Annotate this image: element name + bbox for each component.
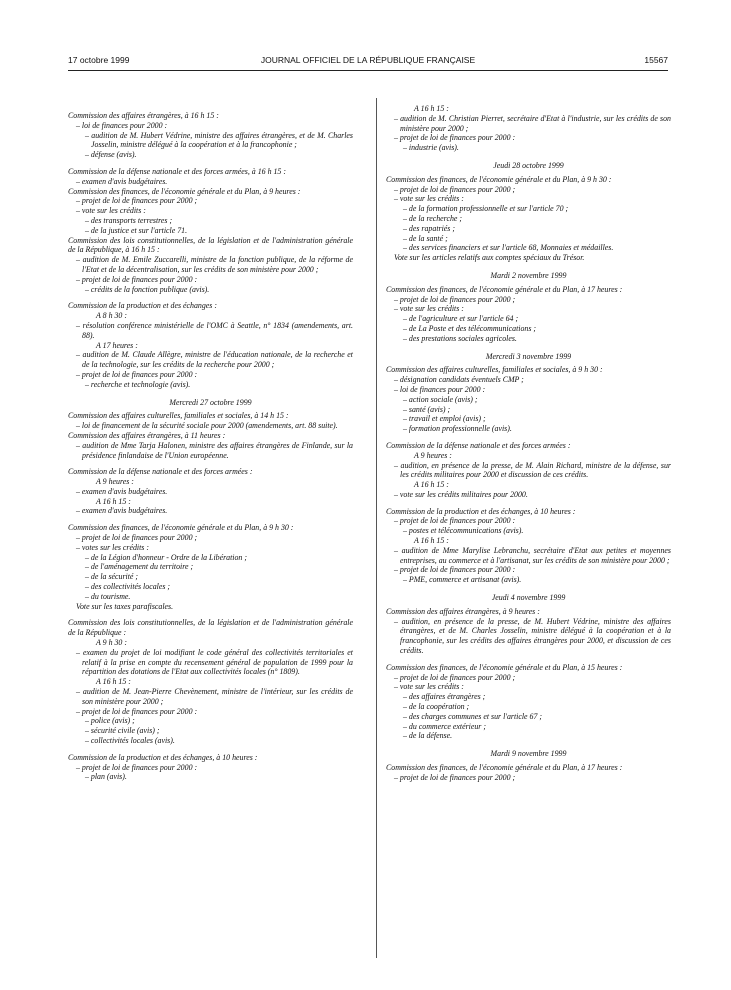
agenda-item: – audition, en présence de la presse, de M. Hubert Védrine, ministre des affaires étrangères, et de M. Charles Josselin, ministre délégué à la coopération et à la francophonie, sur les crédits des affaires étrangères pour 2000, et discussion de ces crédits. xyxy=(394,616,671,656)
agenda-subitem: – crédits de la fonction publique (avis). xyxy=(85,284,210,294)
date-heading: Mercredi 3 novembre 1999 xyxy=(485,351,572,361)
committee-heading: Commission de la défense nationale et des forces armées, à 16 h 15 : xyxy=(68,166,286,176)
header-rule xyxy=(68,70,668,71)
time-line: A 17 heures : xyxy=(96,340,138,350)
committee-heading: Commission de la défense nationale et des forces armées : xyxy=(68,467,253,477)
agenda-subitem: – plan (avis). xyxy=(85,772,127,782)
agenda-item: – audition de M. Emile Zuccarelli, ministre de la fonction publique, de la réforme de l'Etat et de la décentralisation, sur les crédits de son ministère pour 2000 ; xyxy=(76,255,353,274)
time-line: A 9 heures : xyxy=(414,450,452,460)
time-line: A 8 h 30 : xyxy=(96,311,127,321)
committee-heading: Commission de la défense nationale et des forces armées : xyxy=(386,440,571,450)
time-line: A 9 heures : xyxy=(96,477,134,487)
agenda-subitem: – postes et télécommunications (avis). xyxy=(403,526,524,536)
date-heading: Jeudi 4 novembre 1999 xyxy=(491,593,566,603)
agenda-subitem: – de la coopération ; xyxy=(403,702,470,712)
committee-heading: Commission des finances, de l'économie générale et du Plan, à 15 heures : xyxy=(386,662,623,672)
agenda-subitem: – de la Légion d'honneur - Ordre de la Libération ; xyxy=(85,552,247,562)
agenda-subitem: – de La Poste et des télécommunications ; xyxy=(403,323,537,333)
agenda-item: – projet de loi de finances pour 2000 : xyxy=(76,274,198,284)
agenda-item: – projet de loi de finances pour 2000 ; xyxy=(76,196,198,206)
agenda-subitem: – formation professionnelle (avis). xyxy=(403,424,512,434)
agenda-subitem: – audition de M. Hubert Védrine, ministre des affaires étrangères, et de M. Charles Josselin, ministre délégué à la coopération et à la francophonie ; xyxy=(85,130,353,150)
agenda-item: – projet de loi de finances pour 2000 ; xyxy=(76,533,198,543)
agenda-subitem: – des rapatriés ; xyxy=(403,223,455,233)
agenda-subitem: – police (avis) ; xyxy=(85,716,135,726)
committee-heading: Commission des finances, de l'économie générale et du Plan, à 9 heures : xyxy=(68,186,301,196)
agenda-subitem: – collectivités locales (avis). xyxy=(85,736,175,746)
agenda-item: – loi de finances pour 2000 : xyxy=(394,384,486,394)
agenda-subitem: – de la formation professionnelle et sur l'article 70 ; xyxy=(403,204,569,214)
committee-heading: Commission des finances, de l'économie générale et du Plan, à 9 h 30 : xyxy=(68,523,294,533)
right-column xyxy=(386,104,671,783)
agenda-item: – désignation candidats éventuels CMP ; xyxy=(394,375,524,385)
agenda-item: – examen d'avis budgétaires. xyxy=(76,176,168,186)
agenda-item: – projet de loi de finances pour 2000 ; xyxy=(394,772,516,782)
agenda-subitem: – de la sécurité ; xyxy=(85,572,139,582)
agenda-item: – loi de financement de la sécurité sociale pour 2000 (amendements, art. 88 suite). xyxy=(76,421,338,431)
agenda-subitem: – PME, commerce et artisanat (avis). xyxy=(403,575,522,585)
agenda-item: – projet de loi de finances pour 2000 ; xyxy=(394,184,516,194)
date-heading: Mardi 9 novembre 1999 xyxy=(490,749,567,759)
agenda-subitem: – des affaires étrangères ; xyxy=(403,692,486,702)
left-column xyxy=(68,104,353,782)
committee-heading: Commission des affaires étrangères, à 11 heures : xyxy=(68,430,226,440)
agenda-item: – audition de Mme Marylise Lebranchu, secrétaire d'Etat aux petites et moyennes entreprises, au commerce et à l'artisanat, sur les crédits de son ministère pour 2000 ; xyxy=(394,545,671,565)
agenda-item: – audition, en présence de la presse, de M. Alain Richard, ministre de la défense, sur les crédits militaires pour 2000 et discussion de ces crédits. xyxy=(394,460,671,480)
agenda-subitem: – de l'agriculture et sur l'article 64 ; xyxy=(403,314,519,324)
agenda-subitem: – de la santé ; xyxy=(403,233,448,243)
agenda-item: – audition de M. Christian Pierret, secrétaire d'Etat à l'industrie, sur les crédits de son ministère pour 2000 ; xyxy=(394,113,671,133)
agenda-subitem: – de la justice et sur l'article 71. xyxy=(85,225,188,235)
header-page-number: 15567 xyxy=(644,55,668,65)
time-line: A 16 h 15 : xyxy=(414,536,449,546)
agenda-item: – vote sur les crédits : xyxy=(394,194,464,204)
committee-heading: Commission de la production et des échanges, à 10 heures : xyxy=(386,506,576,516)
time-line: A 16 h 15 : xyxy=(96,496,131,506)
agenda-item: – loi de finances pour 2000 : xyxy=(76,120,168,130)
agenda-subitem: – du tourisme. xyxy=(85,591,131,601)
agenda-item: – vote sur les crédits militaires pour 2000. xyxy=(394,489,528,499)
date-heading: Jeudi 28 octobre 1999 xyxy=(493,160,564,170)
agenda-item: – projet de loi de finances pour 2000 : xyxy=(76,706,198,716)
agenda-subitem: – action sociale (avis) ; xyxy=(403,394,478,404)
committee-heading: Commission des lois constitutionnelles, de la législation et de l'administration générale de la République, à 16 h 15 : xyxy=(68,235,353,255)
committee-heading: Commission des affaires étrangères, à 9 heures : xyxy=(386,606,540,616)
agenda-item: – audition de Mme Tarja Halonen, ministre des affaires étrangères de Finlande, sur la présidence finlandaise de l'Union européenne. xyxy=(76,440,353,460)
agenda-subitem: – des charges communes et sur l'article 67 ; xyxy=(403,711,543,721)
agenda-item: – projet de loi de finances pour 2000 : xyxy=(76,762,198,772)
agenda-item: – vote sur les crédits : xyxy=(394,304,464,314)
agenda-item: – projet de loi de finances pour 2000 : xyxy=(394,516,516,526)
committee-heading: Commission des lois constitutionnelles, de la législation et de l'administration générale de la République : xyxy=(68,618,353,638)
agenda-subitem: – des transports terrestres ; xyxy=(85,215,173,225)
committee-heading: Commission des finances, de l'économie générale et du Plan, à 9 h 30 : xyxy=(386,174,612,184)
committee-heading: Commission des affaires culturelles, familiales et sociales, à 14 h 15 : xyxy=(68,411,289,421)
agenda-item: – votes sur les crédits : xyxy=(76,542,149,552)
agenda-item: – vote sur les crédits : xyxy=(76,206,146,216)
agenda-subitem: – industrie (avis). xyxy=(403,143,459,153)
committee-heading: Commission des affaires culturelles, familiales et sociales, à 9 h 30 : xyxy=(386,365,603,375)
agenda-item: – projet de loi de finances pour 2000 : xyxy=(394,565,516,575)
agenda-item: – examen d'avis budgétaires. xyxy=(76,486,168,496)
agenda-subitem: – de la recherche ; xyxy=(403,213,463,223)
agenda-subitem: – de la défense. xyxy=(403,731,453,741)
time-line: A 16 h 15 : xyxy=(414,104,449,113)
agenda-item: – examen d'avis budgétaires. xyxy=(76,506,168,516)
agenda-item: – vote sur les crédits : xyxy=(394,682,464,692)
time-line: A 9 h 30 : xyxy=(96,638,127,648)
time-line: A 16 h 15 : xyxy=(96,677,131,687)
agenda-item: Vote sur les taxes parafiscales. xyxy=(76,601,174,611)
time-line: A 16 h 15 : xyxy=(414,480,449,490)
date-heading: Mercredi 27 octobre 1999 xyxy=(169,397,252,407)
committee-heading: Commission de la production et des échanges, à 10 heures : xyxy=(68,752,258,762)
agenda-item: – projet de loi de finances pour 2000 ; xyxy=(394,294,516,304)
column-divider xyxy=(376,98,377,958)
date-heading: Mardi 2 novembre 1999 xyxy=(490,270,567,280)
agenda-subitem: – défense (avis). xyxy=(85,150,137,160)
agenda-item: – examen du projet de loi modifiant le code général des collectivités territoriales et relatif à la prise en compte du recensement général de population de 1999 pour la répartition des dotations de l'Etat aux collectivités locales (n° 1809). xyxy=(76,647,353,677)
agenda-subitem: – santé (avis) ; xyxy=(403,404,451,414)
agenda-subitem: – des collectivités locales ; xyxy=(85,582,171,592)
page-header xyxy=(68,55,668,69)
agenda-item: Vote sur les articles relatifs aux comptes spéciaux du Trésor. xyxy=(394,253,585,263)
agenda-item: – projet de loi de finances pour 2000 ; xyxy=(394,672,516,682)
agenda-item: – audition de M. Jean-Pierre Chevènement, ministre de l'intérieur, sur les crédits de son ministère pour 2000 ; xyxy=(76,687,353,706)
committee-heading: Commission de la production et des échanges : xyxy=(68,301,217,311)
agenda-subitem: – de l'aménagement du territoire ; xyxy=(85,562,194,572)
agenda-item: – audition de M. Claude Allègre, ministre de l'éducation nationale, de la recherche et de la technologie, sur les crédits de la recherche pour 2000 ; xyxy=(76,350,353,370)
agenda-subitem: – des services financiers et sur l'article 68, Monnaies et médailles. xyxy=(403,243,614,253)
agenda-item: – projet de loi de finances pour 2000 : xyxy=(76,369,198,379)
agenda-subitem: – travail et emploi (avis) ; xyxy=(403,414,486,424)
agenda-subitem: – sécurité civile (avis) ; xyxy=(85,726,160,736)
committee-heading: Commission des affaires étrangères, à 16 h 15 : xyxy=(68,111,219,120)
committee-heading: Commission des finances, de l'économie générale et du Plan, à 17 heures : xyxy=(386,284,623,294)
committee-heading: Commission des finances, de l'économie générale et du Plan, à 17 heures : xyxy=(386,763,623,773)
header-title: JOURNAL OFFICIEL DE LA RÉPUBLIQUE FRANÇAISE xyxy=(260,55,476,65)
agenda-subitem: – des prestations sociales agricoles. xyxy=(403,333,517,343)
agenda-subitem: – recherche et technologie (avis). xyxy=(85,379,191,389)
header-date: 17 octobre 1999 xyxy=(68,55,130,65)
agenda-subitem: – du commerce extérieur ; xyxy=(403,721,486,731)
agenda-item: – projet de loi de finances pour 2000 : xyxy=(394,133,516,143)
agenda-item: – résolution conférence ministérielle de l'OMC à Seattle, n° 1834 (amendements, art. 88). xyxy=(76,320,353,340)
